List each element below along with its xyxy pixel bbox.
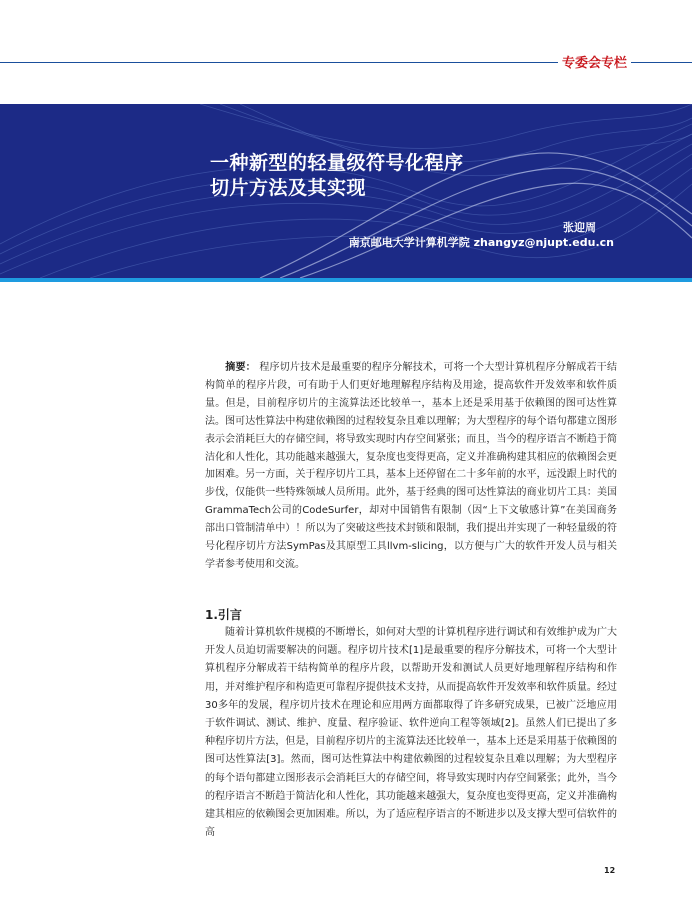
author-affiliation: 南京邮电大学计算机学院 zhangyz@njupt.edu.cn [348, 236, 614, 249]
section-body: 随着计算机软件规模的不断增长，如何对大型的计算机程序进行调试和有效维护成为广大开发人员迫切需要解决的问题。程序切片技术[1]是最重要的程序分解技术，可将一个大型计算机程序分解成若干结构简单的程序片段，以帮助开发和测试人员更好地理解程序结构和作用，并对维护程序和构造更可靠程序提供技术支持，从而提高软件开发效率和软件质量。经过30多年的发展，程序切片技术在理论和应用两方面都取得了许多研究成果，已被广泛地应用于软件调试、测试、维护、度量、程序验证、软件逆向工程等领域[2]。虽然人们已提出了多种程序切片方法，但是，目前程序切片的主流算法还比较单一，基本上还是采用基于依赖图的图可达性算法[3]。然而，图可达性算法中构建依赖图的过程较复杂且难以理解；为大型程序的每个语句都建立图形表示会消耗巨大的存储空间，将导致实现时内存空间紧张；此外，当今的程序语言不断趋于简洁化和人性化，其功能越来越强大，复杂度也变得更高，定义并准确构建其相应的依赖图会更加困难。所以，为了适应程序语言的不断进步以及支撑大型可信软件的高 [205, 627, 617, 839]
abstract-text: 程序切片技术是最重要的程序分解技术，可将一个大型计算机程序分解成若干结构简单的程序片段，可有助于人们更好地理解程序结构及用途，提高软件开发效率和软件质量。但是，目前程序切片的主流算法还比较单一，基本上还是采用基于依赖图的图可达性算法。图可达性算法中构建依赖图的过程较复杂且难以理解；为大型程序的每个语句都建立图形表示会消耗巨大的存储空间，将导致实现时内存空间紧张；而且，当今的程序语言不断趋于简洁化和人性化，其功能越来越强大，复杂度也变得更高，定义并准确构建其相应的依赖图会更加困难。另一方面，关于程序切片工具，基本上还停留在二十多年前的水平，远没跟上时代的步伐，仅能供一些特殊领域人员所用。此外，基于经典的图可达性算法的商业切片工具：美国GrammaTech公司的CodeSurfer，却对中国销售有限制（因“上下文敏感计算”在美国商务部出口管制清单中）！所以为了突破这些技术封锁和限制，我们提出并实现了一种轻量级的符号化程序切片方法SymPas及其原型工具llvm-slicing，以方便与广大的软件开发人员与相关学者参考使用和交流。 [205, 362, 617, 570]
page-number: 12 [604, 866, 616, 875]
banner-underline [0, 278, 692, 282]
abstract-label: 摘要： [225, 362, 256, 373]
column-tag: 专委会专栏 [558, 52, 631, 71]
title-banner [0, 104, 692, 278]
article-title-line2: 切片方法及其实现 [210, 177, 367, 199]
author-name: 张迎周 [563, 221, 596, 234]
abstract [205, 359, 617, 574]
section-heading: 1.引言 [205, 608, 242, 622]
article-title-line1: 一种新型的轻量级符号化程序 [210, 152, 464, 174]
